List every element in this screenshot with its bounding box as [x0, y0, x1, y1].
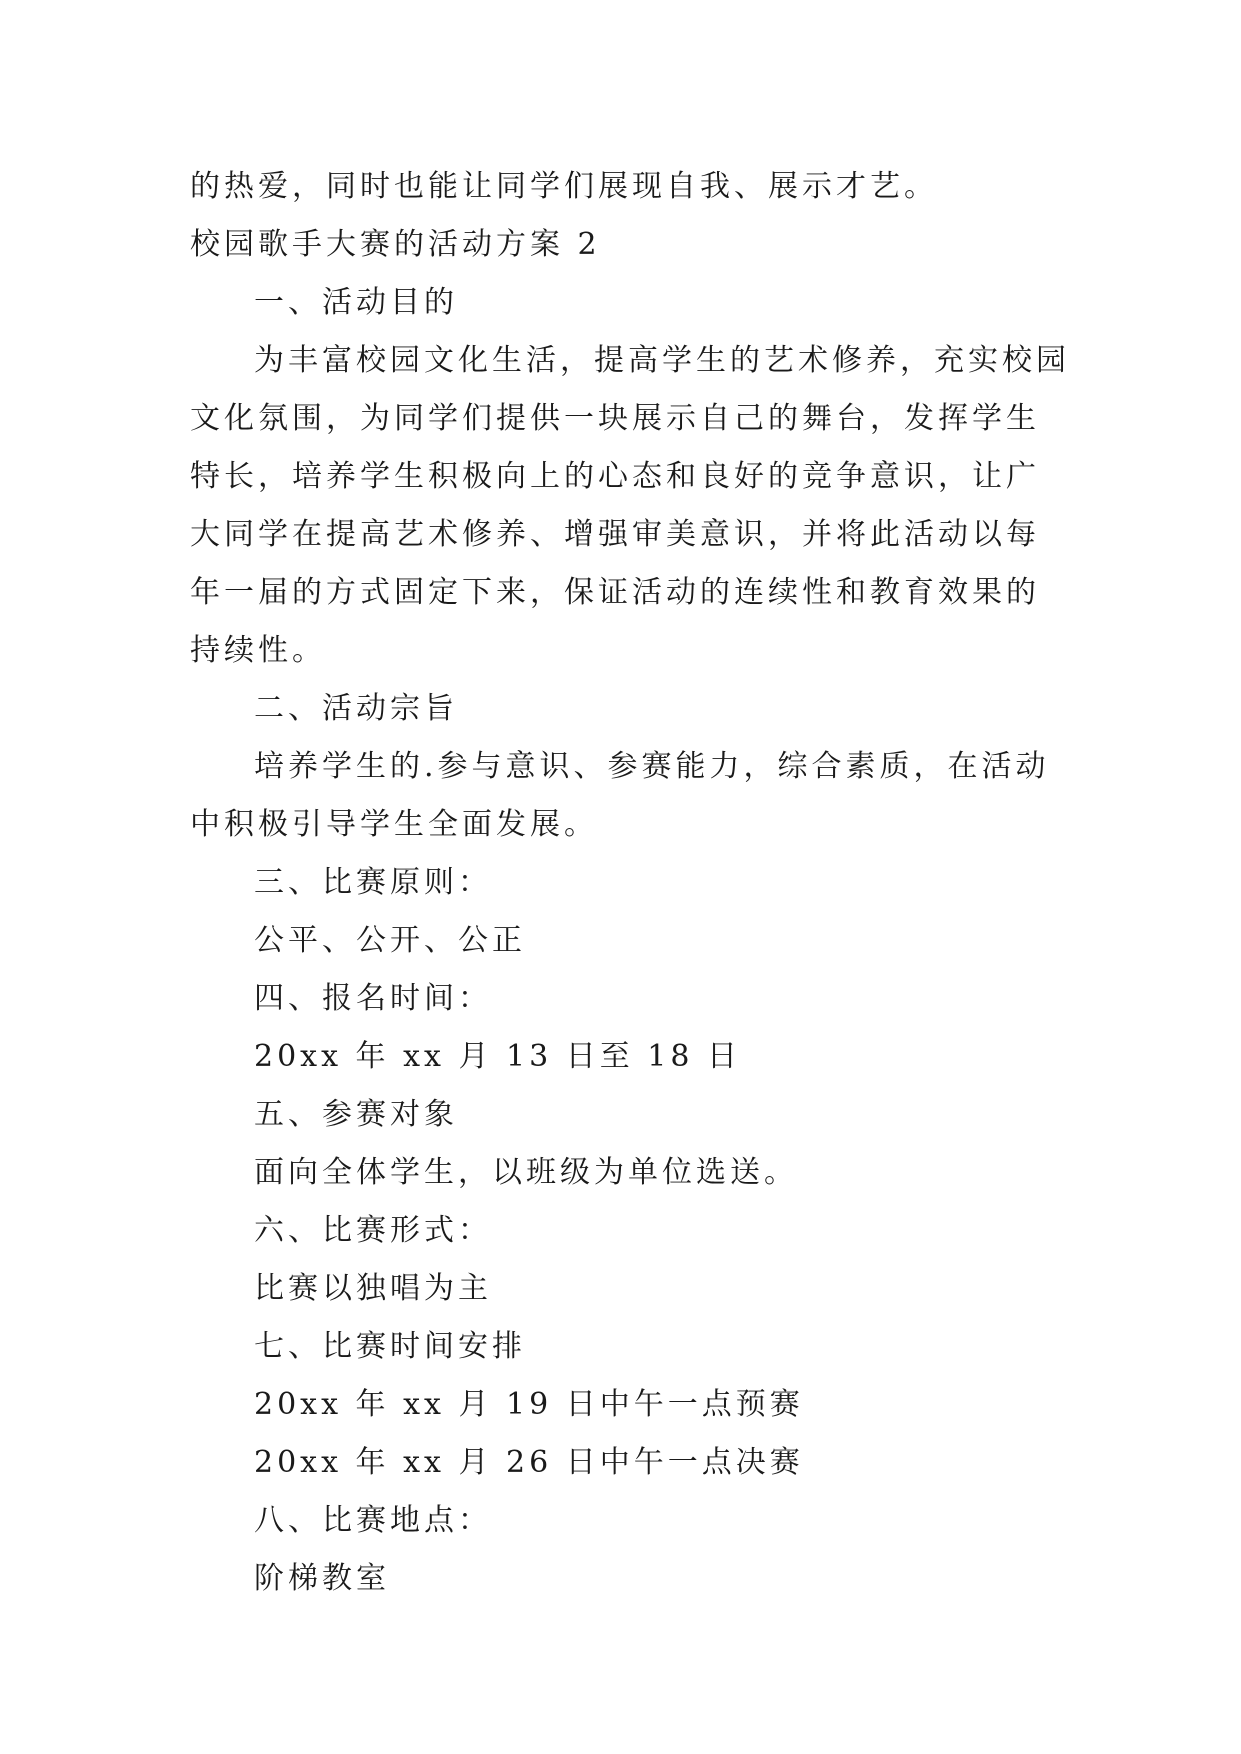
text-participants: 面向全体学生，以班级为单位选送。	[254, 1155, 798, 1190]
text-schedule-final: 20xx 年 xx 月 26 日中午一点决赛	[254, 1445, 804, 1480]
heading-format: 六、比赛形式：	[254, 1213, 492, 1248]
heading-principles: 三、比赛原则：	[254, 865, 492, 900]
paragraph-aim: 培养学生的.参与意识、参赛能力，综合素质，在活动中积极引导学生全面发展。	[190, 749, 1050, 842]
heading-registration-time: 四、报名时间：	[254, 981, 492, 1016]
text-format: 比赛以独唱为主	[254, 1271, 492, 1306]
heading-aim: 二、活动宗旨	[254, 691, 458, 726]
text-registration-time: 20xx 年 xx 月 13 日至 18 日	[254, 1039, 741, 1074]
text-line-continuation: 的热爱，同时也能让同学们展现自我、展示才艺。	[190, 169, 938, 204]
heading-schedule: 七、比赛时间安排	[254, 1329, 526, 1364]
heading-purpose: 一、活动目的	[254, 285, 458, 320]
text-principles: 公平、公开、公正	[254, 923, 526, 958]
text-venue: 阶梯教室	[254, 1561, 390, 1596]
heading-venue: 八、比赛地点：	[254, 1503, 492, 1538]
section-heading-title: 校园歌手大赛的活动方案 2	[190, 227, 601, 262]
text-schedule-prelim: 20xx 年 xx 月 19 日中午一点预赛	[254, 1387, 804, 1422]
paragraph-purpose: 为丰富校园文化生活，提高学生的艺术修养，充实校园文化氛围，为同学们提供一块展示自己的舞台，发挥学生特长，培养学生积极向上的心态和良好的竞争意识，让广大同学在提高艺术修养、增强审美意识，并将此活动以每年一届的方式固定下来，保证活动的连续性和教育效果的持续性。	[190, 343, 1070, 668]
document-body	[190, 158, 1070, 1608]
heading-participants: 五、参赛对象	[254, 1097, 458, 1132]
